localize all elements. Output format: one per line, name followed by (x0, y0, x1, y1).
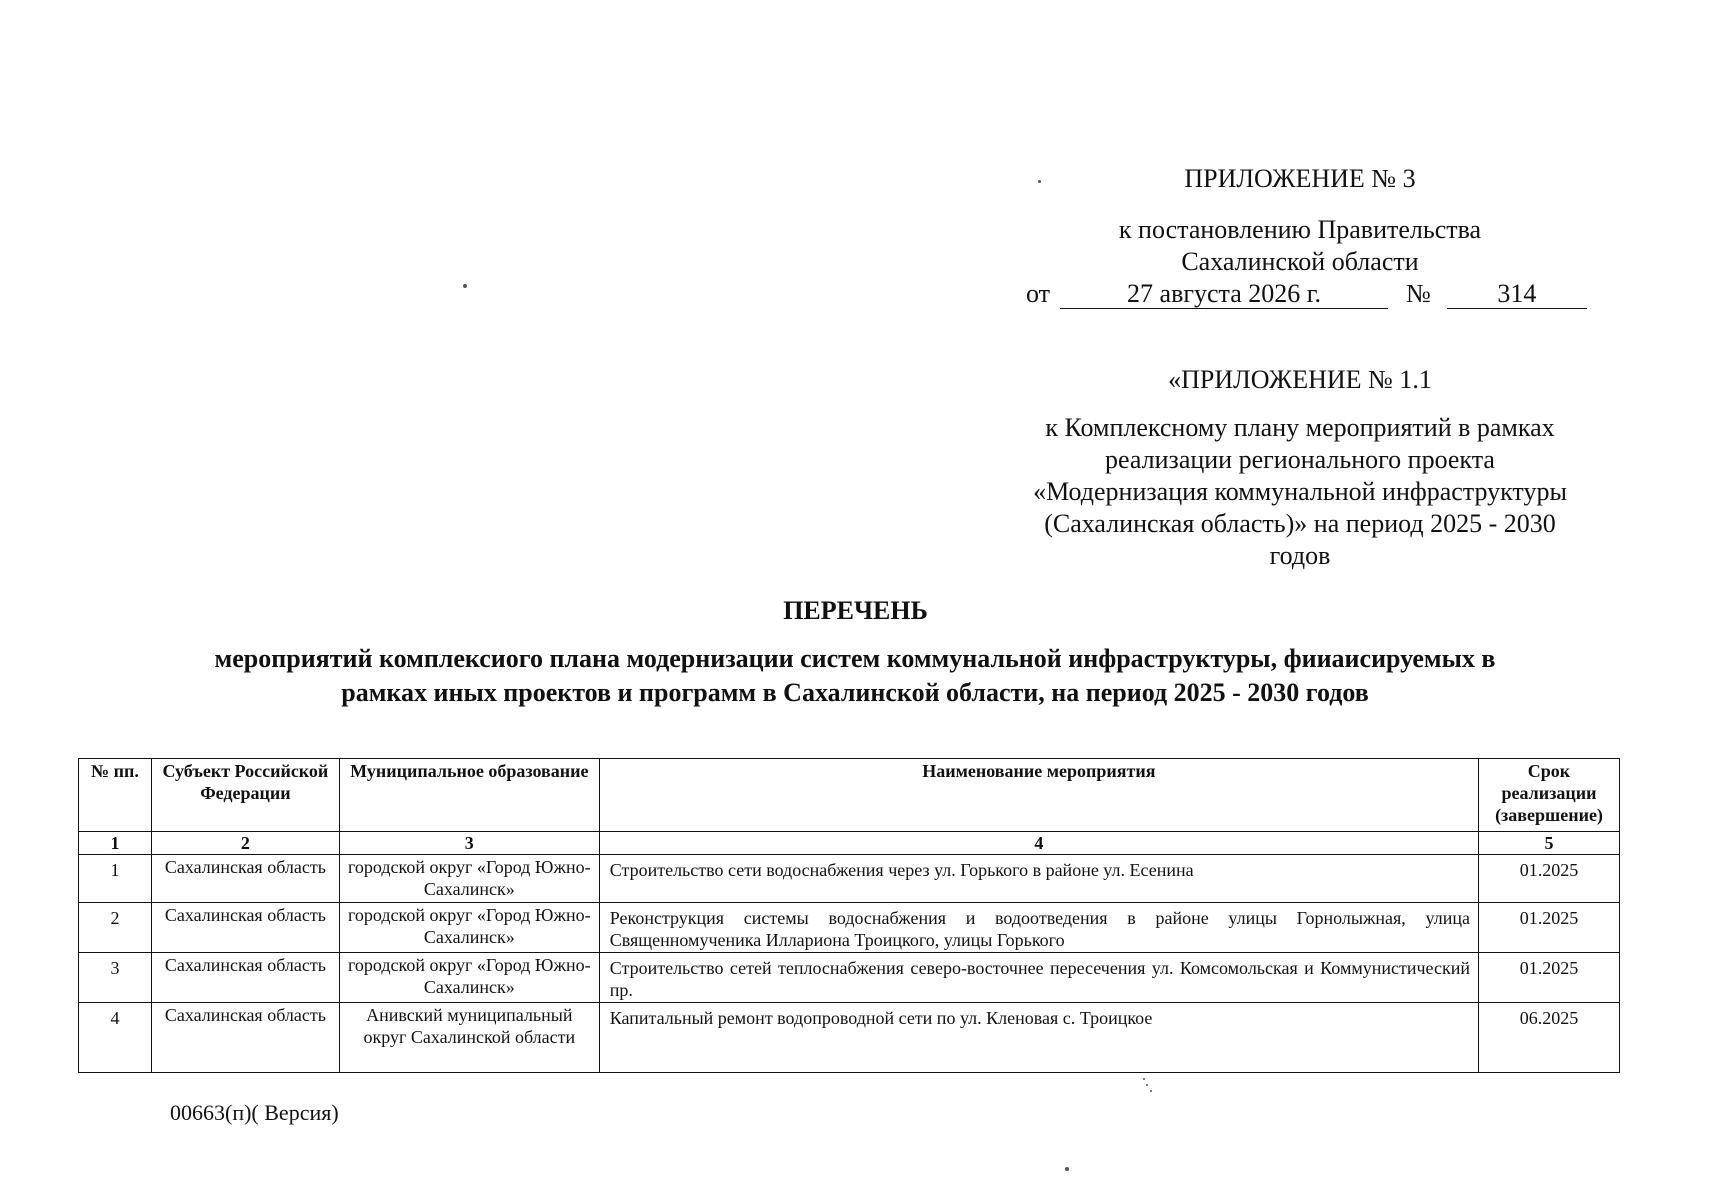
plan-line-4: (Сахалинская область)» на период 2025 - 2030 (1044, 509, 1556, 538)
header-subject: Субъект Российской Федерации (151, 759, 339, 832)
subtitle-line-1: мероприятий комплексиого плана модернизации систем коммунальной инфраструктуры, фииаисируемых в (214, 644, 1496, 673)
row-num: 4 (79, 1003, 152, 1073)
row-measure: Капитальный ремонт водопроводной сети по ул. Кленовая с. Троицкое (599, 1003, 1478, 1073)
row-municipality: городской округ «Город Южно-Сахалинск» (339, 855, 599, 903)
row-municipality: городской округ «Город Южно-Сахалинск» (339, 903, 599, 953)
row-measure: Реконструкция системы водоснабжения и водоотведения в районе улицы Горнолыжная, улица Священномученика Иллариона Троицкого, улицы Горького (599, 903, 1478, 953)
header-term: Срок реализации (завершение) (1478, 759, 1619, 832)
row-num: 3 (79, 953, 152, 1003)
plan-line-3: «Модернизация коммунальной инфраструктуры (1033, 477, 1567, 506)
row-measure: Строительство сети водоснабжения через ул. Горького в районе ул. Есенина (599, 855, 1478, 903)
scan-speck (1143, 1078, 1145, 1080)
row-municipality: Анивский муниципальный округ Сахалинской области (339, 1003, 599, 1073)
resolution-line-2: Сахалинской области (1181, 247, 1419, 276)
plan-line-2: реализации регионального проекта (1105, 445, 1495, 474)
row-subject: Сахалинская область (151, 855, 339, 903)
table-row (79, 1003, 1620, 1073)
row-term: 01.2025 (1478, 855, 1619, 903)
measures-table (78, 758, 1620, 1073)
appendix-1-1-heading: «ПРИЛОЖЕНИЕ № 1.1 (1168, 365, 1432, 394)
number-sign: № (1406, 279, 1431, 308)
plan-line-1: к Комплексному плану мероприятий в рамках (1045, 413, 1555, 442)
resolution-reference (1050, 214, 1550, 278)
row-subject: Сахалинская область (151, 953, 339, 1003)
document-code: 00663(п)( Версия) (170, 1100, 339, 1125)
row-term: 01.2025 (1478, 953, 1619, 1003)
column-number: 2 (151, 832, 339, 855)
subtitle-line-2: рамках иных проектов и программ в Сахалинской области, на период 2025 - 2030 годов (341, 678, 1369, 707)
row-num: 1 (79, 855, 152, 903)
table-row (79, 903, 1620, 953)
scan-speck (1146, 1084, 1148, 1086)
scan-speck (1038, 180, 1041, 183)
row-term: 06.2025 (1478, 1003, 1619, 1073)
scan-speck (1150, 1090, 1152, 1092)
plan-reference (975, 412, 1625, 572)
header-municipality: Муниципальное образование (339, 759, 599, 832)
column-number: 4 (599, 832, 1478, 855)
column-number: 5 (1478, 832, 1619, 855)
row-subject: Сахалинская область (151, 1003, 339, 1073)
column-number: 1 (79, 832, 152, 855)
resolution-date-line (1026, 278, 1587, 310)
date-value: 27 августа 2026 г. (1060, 280, 1388, 309)
column-number: 3 (339, 832, 599, 855)
number-value: 314 (1447, 280, 1587, 309)
header-measure: Наименование мероприятия (599, 759, 1478, 832)
table-header-row (79, 759, 1620, 832)
column-number-row (79, 832, 1620, 855)
document-subtitle (130, 642, 1580, 710)
row-municipality: городской округ «Город Южно-Сахалинск» (339, 953, 599, 1003)
table-row (79, 855, 1620, 903)
scan-speck (463, 284, 467, 288)
row-num: 2 (79, 903, 152, 953)
table-row (79, 953, 1620, 1003)
header-num: № пп. (79, 759, 152, 832)
document-title: ПЕРЕЧЕНЬ (783, 596, 928, 625)
appendix-3-heading: ПРИЛОЖЕНИЕ № 3 (1184, 164, 1416, 193)
resolution-line-1: к постановлению Правительства (1118, 215, 1482, 244)
plan-line-5: годов (1269, 541, 1331, 570)
scan-speck (1065, 1167, 1069, 1171)
row-subject: Сахалинская область (151, 903, 339, 953)
row-measure: Строительство сетей теплоснабжения северо-восточнее пересечения ул. Комсомольская и Коммунистический пр. (599, 953, 1478, 1003)
date-prefix: от (1026, 279, 1051, 308)
row-term: 01.2025 (1478, 903, 1619, 953)
